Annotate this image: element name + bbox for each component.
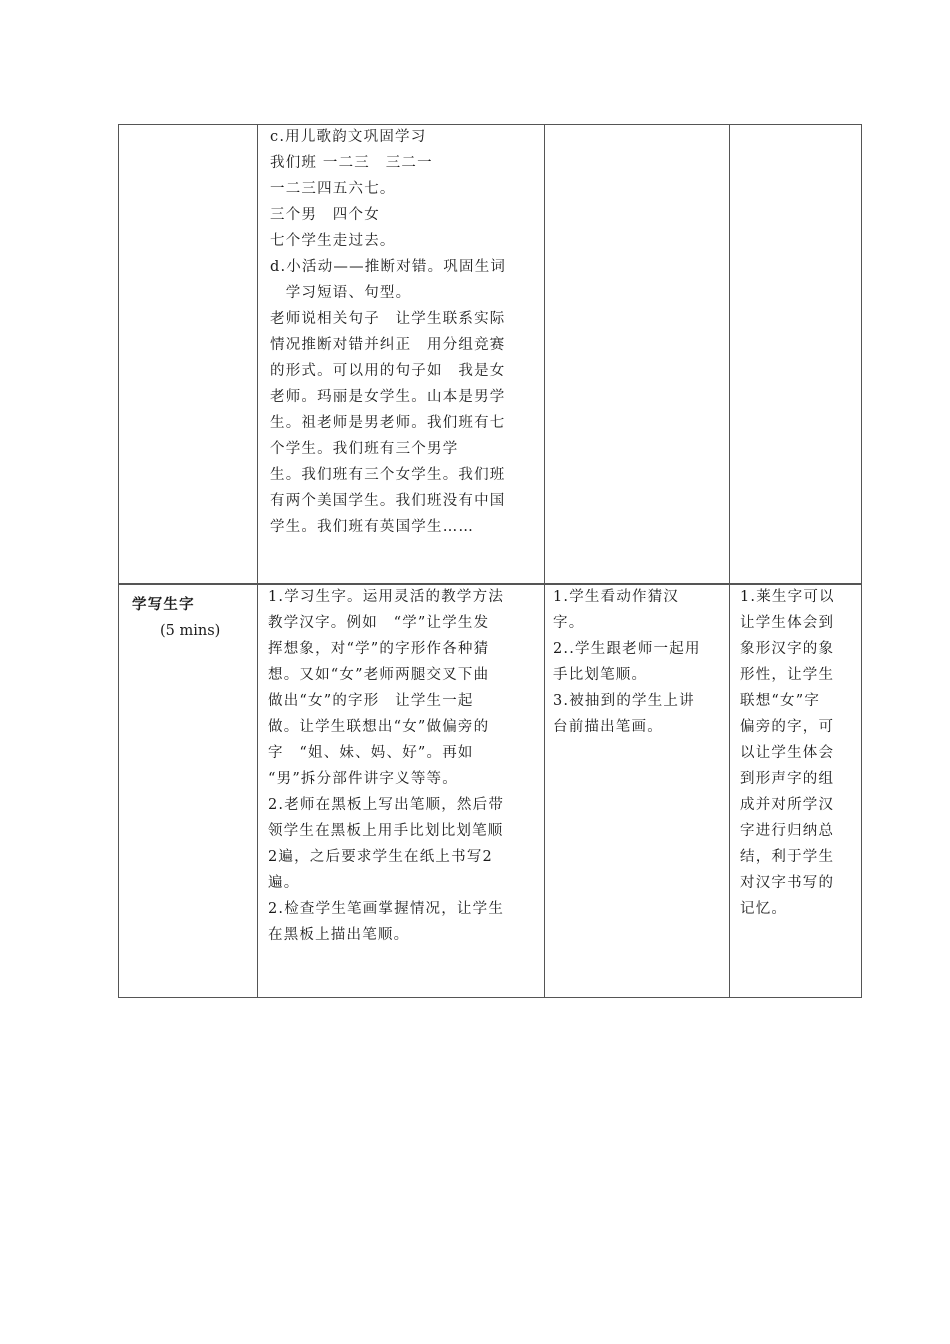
table-border-bottom [118,997,862,998]
text-line: 的形式。可以用的句子如 我是女 [270,363,506,379]
text-line: 2.老师在黑板上写出笔顺，然后带 [268,797,505,813]
text-line: 做出“女”的字形 让学生一起 [268,693,474,709]
text-line: c.用儿歌韵文巩固学习 [270,129,427,145]
row1-stage-cell [118,124,258,584]
text-line: 老师。玛丽是女学生。山本是男学 [270,389,506,405]
lesson-plan-table [118,124,862,998]
row2-student-activity-cell [545,584,730,998]
text-line: 字 “姐、妹、妈、好”。再如 [268,745,474,761]
text-line: 在黑板上描出笔顺。 [268,927,410,943]
text-line: 1.学习生字。运用灵活的教学方法 [268,589,505,605]
text-line: 我们班 一二三 三二一 [270,155,433,171]
text-line: 联想“女”字 [740,693,821,709]
text-line: 字进行归纳总 [740,823,835,839]
text-line: 情况推断对错并纠正 用分组竞赛 [270,337,506,353]
text-line: 偏旁的字，可 [740,719,835,735]
text-line: 让学生体会到 [740,615,835,631]
text-line: 对汉字书写的 [740,875,835,891]
text-line: 想。又如“女”老师两腿交叉下曲 [268,667,490,683]
text-line: 2遍，之后要求学生在纸上书写2 [268,849,493,865]
row2-stage-cell [118,584,258,998]
row2-purpose-cell [730,584,862,998]
text-line: 3.被抽到的学生上讲 [553,693,695,709]
text-line: 挥想象，对“学”的字形作各种猜 [268,641,490,657]
text-line: 记忆。 [740,901,788,917]
text-line: 领学生在黑板上用手比划比划笔顺 [268,823,504,839]
text-line: 生。祖老师是男老师。我们班有七 [270,415,506,431]
row1-student-activity-cell [545,124,730,584]
text-line: 学生。我们班有英国学生…… [270,519,475,535]
text-line: 做。让学生联想出“女”做偏旁的 [268,719,490,735]
stage-duration: (5 mins) [160,623,221,639]
text-line: 老师说相关句子 让学生联系实际 [270,311,506,327]
text-line: 一二三四五六七。 [270,181,396,197]
text-line: 2.检查学生笔画掌握情况，让学生 [268,901,505,917]
text-line: 学习短语、句型。 [270,285,412,301]
text-line: 遍。 [268,875,300,891]
text-line: “男”拆分部件讲字义等等。 [268,771,458,787]
text-line: 手比划笔顺。 [553,667,648,683]
text-line: 生。我们班有三个女学生。我们班 [270,467,506,483]
text-line: 以让学生体会 [740,745,835,761]
text-line: 三个男 四个女 [270,207,380,223]
row1-teacher-activity-cell [258,124,545,584]
table-row-divider [118,583,862,585]
text-line: 结，利于学生 [740,849,835,865]
row1-purpose-cell [730,124,862,584]
text-line: 2..学生跟老师一起用 [553,641,701,657]
text-line: 教学汉字。例如 “学”让学生发 [268,615,490,631]
text-line: 1.莱生字可以 [740,589,835,605]
table-column-divider [729,124,730,998]
table-border-left [118,124,119,998]
table-column-divider [544,124,545,998]
text-line: d.小活动——推断对错。巩固生词 [270,259,507,275]
row2-teacher-activity-cell [258,584,545,998]
table-border-right [861,124,862,998]
text-line: 七个学生走过去。 [270,233,396,249]
table-border-top [118,124,862,125]
text-line: 字。 [553,615,585,631]
text-line: 成并对所学汉 [740,797,835,813]
text-line: 有两个美国学生。我们班没有中国 [270,493,506,509]
stage-title: 学写生字 [132,596,195,613]
text-line: 到形声字的组 [740,771,835,787]
text-line: 象形汉字的象 [740,641,835,657]
table-column-divider [257,124,258,998]
text-line: 个学生。我们班有三个男学 [270,441,459,457]
text-line: 台前描出笔画。 [553,719,663,735]
text-line: 1.学生看动作猜汉 [553,589,680,605]
text-line: 形性，让学生 [740,667,835,683]
